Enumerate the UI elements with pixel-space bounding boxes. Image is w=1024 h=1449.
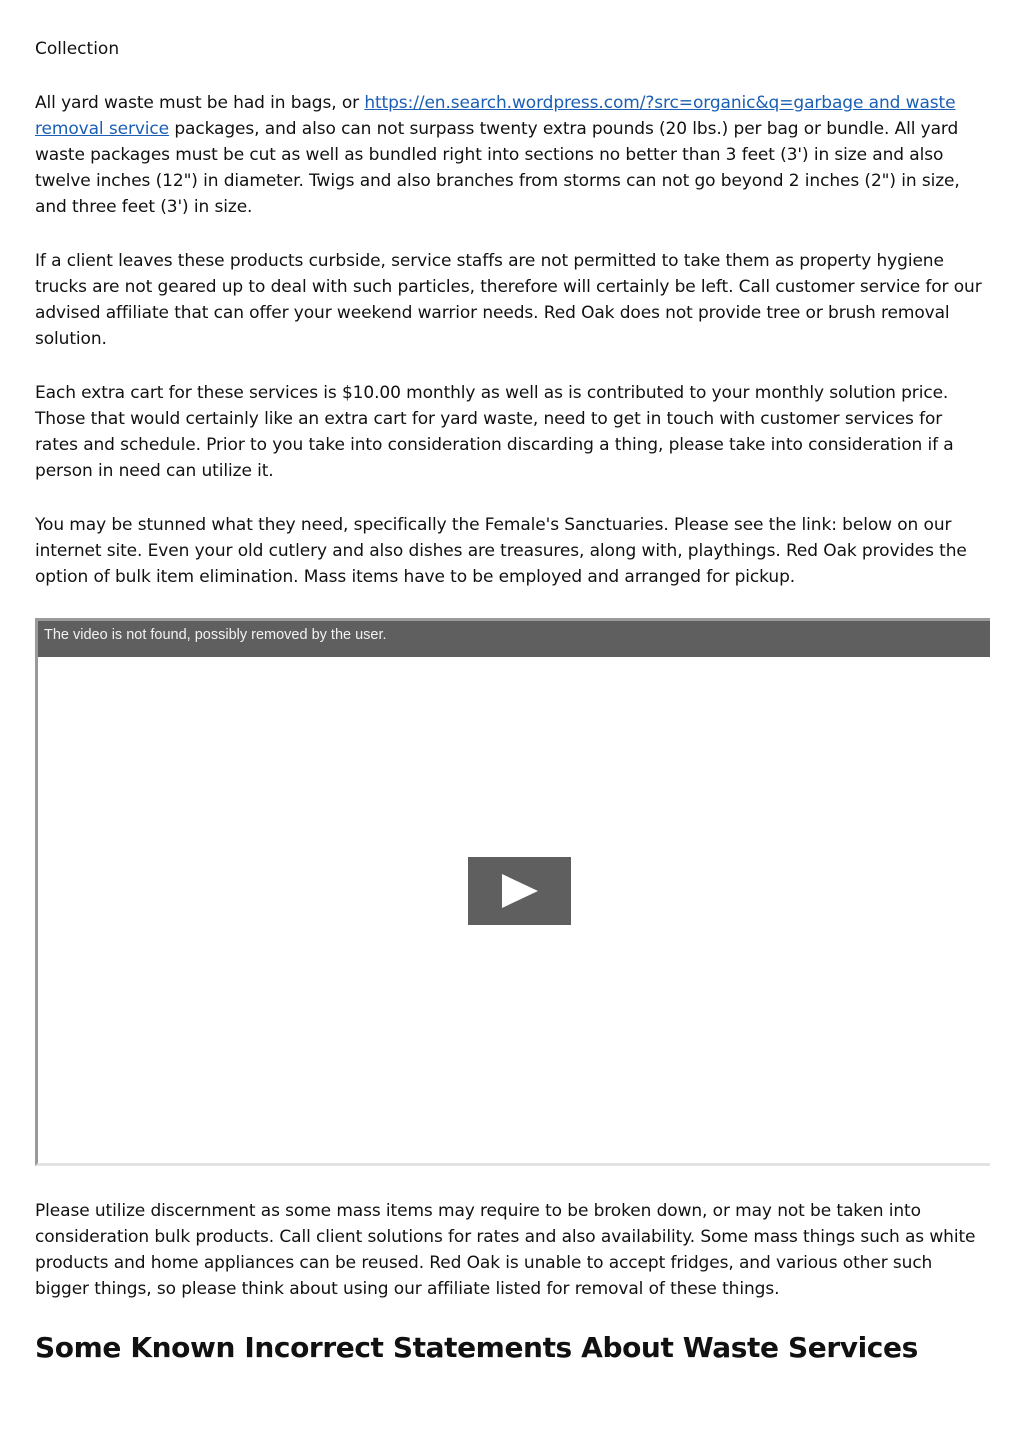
paragraph-text: All yard waste must be had in bags, or [35,93,365,113]
video-error-bar [38,621,990,657]
paragraph-text: packages, and also can not surpass twenty extra pounds (20 lbs.) per bag or bundle. All yard waste packages must be cut as well as bundled right into sections no better than 3 feet (3') in size and also twelve inches (12") in diameter. Twigs and also branches from storms can not go beyond 2 inches (2") in size, and three feet (3') in size. [35,119,960,217]
paragraph-yard-waste [35,90,990,220]
video-error-message: The video is not found, possibly removed by the user. [44,627,387,643]
section-label: Collection [35,39,120,59]
paragraph-extra-cart: Each extra cart for these services is $10.00 monthly as well as is contributed to your monthly solution price. Those that would certainly like an extra cart for yard waste, need to get in touch with customer services for rates and schedule. Prior to you take into consideration discarding a thing, please take into consideration if a person in need can utilize it. [35,383,954,481]
play-button[interactable] [468,857,571,925]
search-link[interactable]: https://en.search.wordpress.com/?src=organic&q=garbage and waste removal service [35,93,956,139]
play-icon [502,874,538,908]
video-embed[interactable] [35,618,990,1166]
article-body [35,36,990,1366]
paragraph-curbside: If a client leaves these products curbside, service staffs are not permitted to take them as property hygiene trucks are not geared up to deal with such particles, therefore will certainly be left. Call customer service for our advised affiliate that can offer your weekend warrior needs. Red Oak does not provide tree or brush removal solution. [35,251,982,349]
paragraph-sanctuaries: You may be stunned what they need, specifically the Female's Sanctuaries. Please see the link: below on our internet site. Even your old cutlery and also dishes are treasures, along with, playthings. Red Oak provides the option of bulk item elimination. Mass items have to be employed and arranged for pickup. [35,515,967,587]
paragraph-discernment: Please utilize discernment as some mass items may require to be broken down, or may not be taken into consideration bulk products. Call client solutions for rates and also availability. Some mass things such as white products and home appliances can be reused. Red Oak is unable to accept fridges, and various other such bigger things, so please think about using our affiliate listed for removal of these things. [35,1201,976,1299]
section-heading: Some Known Incorrect Statements About Waste Services [35,1331,918,1364]
